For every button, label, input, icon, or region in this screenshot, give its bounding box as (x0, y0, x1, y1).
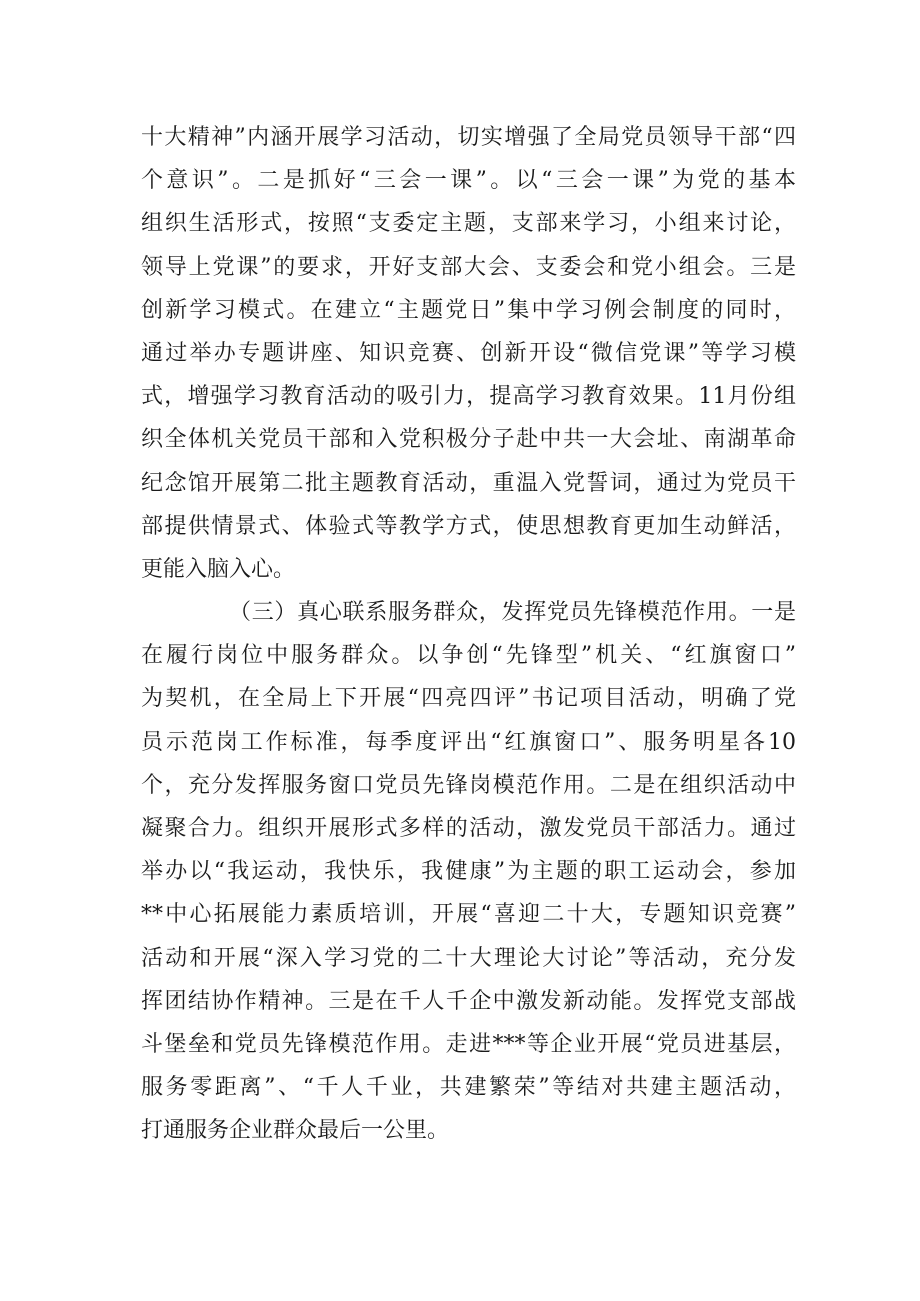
paragraph-heading-line: （三）真心联系服务群众，发挥党员先锋模范作用。一是 (229, 600, 796, 625)
paragraph-line: 通过举办专题讲座、知识竞赛、创新开设“微信党课”等学习模 (141, 340, 796, 366)
paragraph-line: 组织生活形式，按照“支委定主题，支部来学习，小组来讨论， (141, 211, 796, 237)
paragraph-line: 创新学习模式。在建立“主题党日”集中学习例会制度的同时， (141, 297, 796, 323)
paragraph-line: 织全体机关党员干部和入党积极分子赴中共一大会址、南湖革命 (141, 427, 796, 453)
paragraph-line: **中心拓展能力素质培训，开展“喜迎二十大，专题知识竞赛” (141, 902, 796, 928)
paragraph-line: 挥团结协作精神。三是在千人千企中激发新动能。发挥党支部战 (141, 988, 796, 1014)
paragraph-line: 领导上党课”的要求，开好支部大会、支委会和党小组会。三是 (141, 254, 796, 280)
paragraph-line: 纪念馆开展第二批主题教育活动，重温入党誓词，通过为党员干 (141, 470, 796, 496)
paragraph-line: 个意识”。二是抓好“三会一课”。以“三会一课”为党的基本 (141, 168, 796, 194)
paragraph-line: 凝聚合力。组织开展形式多样的活动，激发党员干部活力。通过 (141, 815, 796, 841)
paragraph-line: 活动和开展“深入学习党的二十大理论大讨论”等活动，充分发 (141, 945, 796, 971)
paragraph-line: 打通服务企业群众最后一公里。 (141, 1118, 450, 1144)
paragraph-line: 个，充分发挥服务窗口党员先锋岗模范作用。二是在组织活动中 (141, 772, 796, 798)
paragraph-line: 服务零距离”、“千人千业，共建繁荣”等结对共建主题活动， (141, 1075, 796, 1101)
paragraph-line: 员示范岗工作标准，每季度评出“红旗窗口”、服务明星各10 (141, 729, 796, 755)
paragraph-line: 部提供情景式、体验式等教学方式，使思想教育更加生动鲜活， (141, 513, 796, 539)
paragraph-2 (141, 591, 796, 1152)
paragraph-line: 在履行岗位中服务群众。以争创“先锋型”机关、“红旗窗口” (141, 643, 796, 669)
paragraph-line: 十大精神”内涵开展学习活动，切实增强了全局党员领导干部“四 (141, 125, 796, 150)
paragraph-line: 式，增强学习教育活动的吸引力，提高学习教育效果。11月份组 (141, 384, 796, 410)
paragraph-1 (141, 116, 796, 591)
paragraph-line: 为契机，在全局上下开展“四亮四评”书记项目活动，明确了党 (141, 686, 796, 712)
paragraph-line: 斗堡垒和党员先锋模范作用。走进***等企业开展“党员进基层， (141, 1031, 796, 1057)
paragraph-line: 更能入脑入心。 (141, 556, 296, 582)
paragraph-line: 举办以“我运动，我快乐，我健康”为主题的职工运动会，参加 (141, 859, 796, 885)
